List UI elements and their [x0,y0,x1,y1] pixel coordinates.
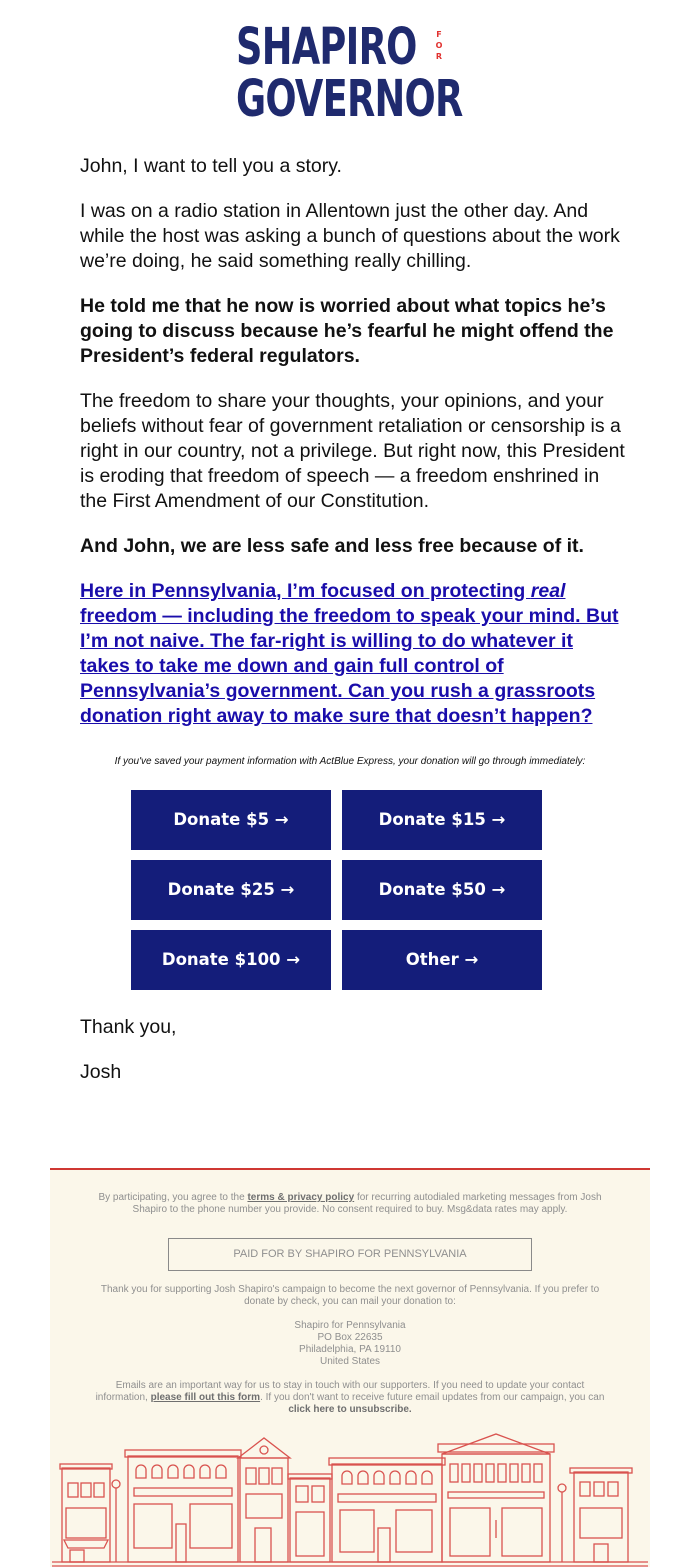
donate-5-button[interactable]: Donate $5 → [131,790,331,850]
unsubscribe-link[interactable]: click here to unsubscribe. [288,1404,412,1415]
campaign-logo [0,18,700,132]
donate-15-button[interactable]: Donate $15 → [342,790,542,850]
logo-line-governor: GOVERNOR [236,70,463,129]
logo-line-shapiro: SHAPIRO [236,18,417,77]
donation-appeal-link[interactable] [80,579,628,729]
street-lamp-right [558,1484,566,1562]
donate-50-button[interactable]: Donate $50 → [342,860,542,920]
bold-paragraph-host: He told me that he now is worried about what topics he’s going to discuss because he’s fearful he might offend the President’s federal regulators. [80,295,614,367]
actblue-express-note: If you've saved your payment information with ActBlue Express, your donation will go through immediately: [114,756,586,767]
terms-privacy-link[interactable]: terms & privacy policy [247,1192,355,1203]
logo-for-mark [434,29,444,62]
link-text-start: Here in Pennsylvania, I’m focused on protecting [80,580,531,602]
mail-donation-text: Thank you for supporting Josh Shapiro's campaign to become the next governor of Pennsylvania. If you prefer to donate by check, you can mail your donation to: [100,1284,600,1307]
building-right [570,1468,632,1562]
signoff-name: Josh [80,1061,122,1083]
link-text-end: freedom — including the freedom to speak your mind. But I’m not naive. The far-right is willing to do whatever it takes to take me down and gain full control of Pennsylvania’s government. Can you rush a grassroots donation right away to make sure that doesn’t happen? [80,605,619,727]
consent-text-end: for recurring autodialed marketing messages from Josh Shapiro to the phone number you provide. No consent required to buy. Msg&data rates may apply. [132,1192,602,1215]
building-center [288,1474,332,1562]
signoff-thanks: Thank you, [80,1016,177,1038]
bold-paragraph-less-safe: And John, we are less safe and less free because of it. [80,535,584,557]
logo-for-letter: F [436,30,442,39]
update-info-form-link[interactable]: please fill out this form [150,1392,261,1403]
email-pref-start: Emails are an important way for us to stay in touch with our supporters. If you need to update your contact information, [95,1380,585,1403]
donate-100-button[interactable]: Donate $100 → [131,930,331,990]
building-left [60,1464,112,1562]
main-street-illustration [50,1428,650,1567]
logo-for-letter: O [435,41,443,50]
logo-for-letter: R [435,52,443,61]
address-line: PO Box 22635 [317,1332,383,1343]
email-footer [50,1168,650,1567]
link-text-italic: real [530,580,566,602]
address-line: Shapiro for Pennsylvania [294,1320,406,1331]
street-lamp-left [112,1480,120,1562]
building-tall [438,1434,554,1562]
story-paragraph: I was on a radio station in Allentown just the other day. And while the host was asking a bunch of questions about the work we’re doing, he said something really chilling. [80,200,620,272]
email-pref-middle: . If you don't want to receive future email updates from our campaign, you can [260,1392,605,1403]
building-gabled [238,1438,290,1562]
greeting-paragraph: John, I want to tell you a story. [80,155,342,177]
address-line: United States [319,1356,381,1367]
donate-25-button[interactable]: Donate $25 → [131,860,331,920]
sms-consent-text [90,1192,610,1216]
building-center-right [329,1458,445,1562]
address-line: Philadelphia, PA 19110 [299,1344,401,1355]
paid-for-disclaimer: PAID FOR BY SHAPIRO FOR PENNSYLVANIA [168,1238,532,1271]
mailing-address [50,1320,650,1368]
building-arched [125,1450,241,1562]
email-preferences-text [90,1380,610,1416]
freedom-paragraph: The freedom to share your thoughts, your opinions, and your beliefs without fear of government retaliation or censorship is a right in our country, not a privilege. But right now, this President is eroding that freedom of speech — a freedom enshrined in the First Amendment of our Constitution. [80,390,625,512]
donate-other-button[interactable]: Other → [342,930,542,990]
consent-text-start: By participating, you agree to the [98,1192,248,1203]
